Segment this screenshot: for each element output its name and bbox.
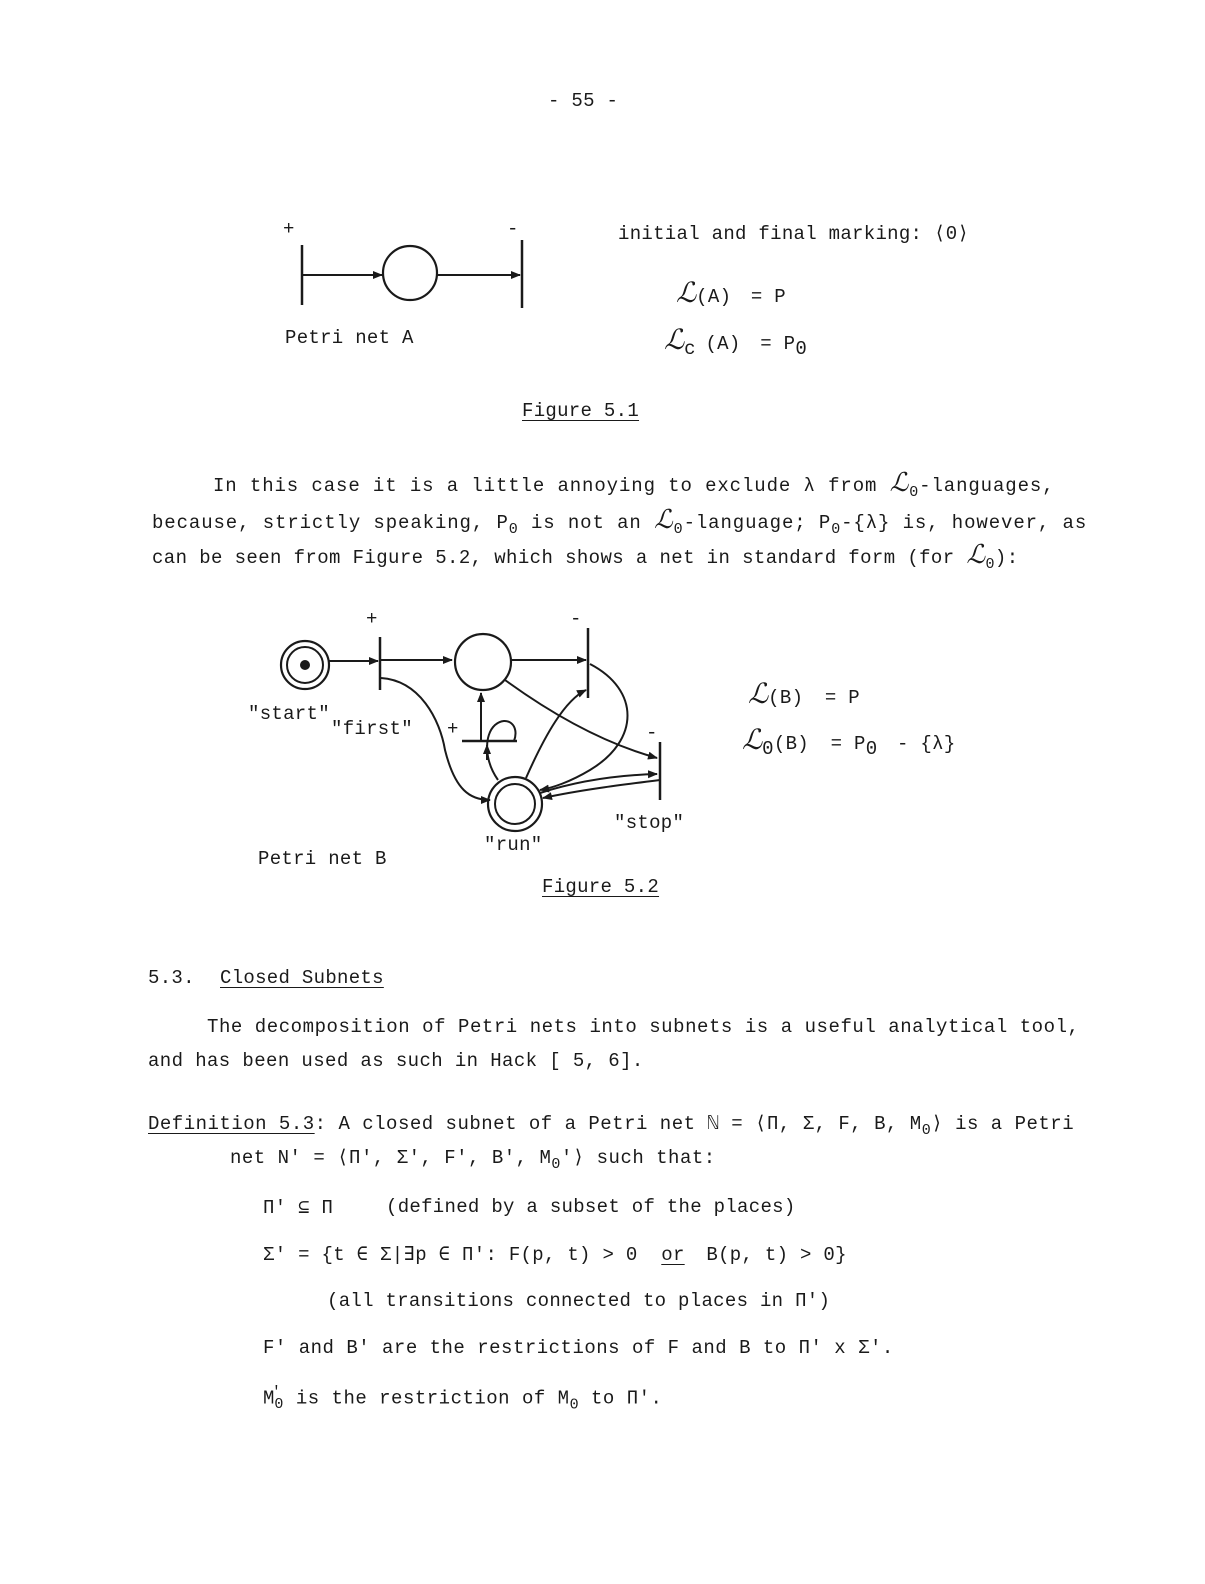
condition-2a: Σ' = {t ∈ Σ|∃p ∈ Π': F(p, t) > 0 <box>263 1244 638 1266</box>
section-paragraph-line-2: and has been used as such in Hack [ 5, 6]. <box>148 1050 644 1072</box>
p1-l3-sub: 0 <box>985 556 995 573</box>
condition-4-sub2: 0 <box>569 1396 580 1414</box>
section-title: Closed Subnets <box>220 967 384 989</box>
fig2-eq2-rhs: = P <box>830 733 866 755</box>
p1-l1a: In this case it is a little annoying to exclude λ from <box>213 475 878 497</box>
fig1-eq2-rhs: = P <box>760 333 796 355</box>
condition-4-sub: 0 <box>274 1396 284 1414</box>
definition-label: Definition 5.3 <box>148 1113 315 1135</box>
fig1-eq1-rhs: = P <box>750 286 786 308</box>
start-place-inner <box>287 647 323 683</box>
condition-4b: is the restriction of M <box>283 1387 570 1410</box>
p1-l2b: is not an <box>518 512 642 534</box>
paragraph-1-line-2 <box>152 505 1087 538</box>
definition-line-2b: '⟩ such that: <box>560 1147 716 1169</box>
fig2-eq1-rhs: = P <box>824 687 860 709</box>
p1-l2-sub3: 0 <box>831 521 842 538</box>
p1-l2d: -{λ} is, however, as <box>841 512 1088 534</box>
run-place-inner <box>495 784 535 824</box>
p1-l2-sub2: 0 <box>673 521 684 538</box>
fig2-eq2-tail: - {λ} <box>897 733 956 755</box>
fig1-marking-text: initial and final marking: ⟨0⟩ <box>618 223 970 245</box>
arc-run-to-minus <box>526 690 586 778</box>
fig2-plus-1: + <box>366 608 378 630</box>
p1-l3b: ): <box>994 547 1019 569</box>
fig2-net-label: Petri net B <box>258 848 387 870</box>
arc-minus-to-run <box>540 664 628 790</box>
arc-stop-to-run <box>543 780 660 798</box>
fig1-net-label: Petri net A <box>285 327 414 349</box>
definition-line-2-sub: 0 <box>551 1156 561 1173</box>
script-l-symbol: ℒ <box>742 723 763 756</box>
condition-4a: M <box>263 1387 275 1410</box>
fig2-equation-2 <box>742 723 956 760</box>
label-start: "start" <box>248 703 330 725</box>
section-paragraph-line-1: The decomposition of Petri nets into subnets is a useful analytical tool, <box>207 1016 1080 1038</box>
figure-5-2-caption: Figure 5.2 <box>542 876 660 898</box>
paragraph-1-line-3 <box>152 540 1019 573</box>
fig2-minus-1: - <box>570 608 582 630</box>
section-number: 5.3. <box>148 967 195 989</box>
script-l-symbol: ℒ <box>676 276 697 309</box>
definition-line-1-sub: 0 <box>921 1122 932 1139</box>
condition-4c: to Π'. <box>579 1387 663 1410</box>
condition-4-sup: ' <box>271 1384 282 1401</box>
fig2-plus-2: + <box>447 718 459 740</box>
p1-l1b: -languages, <box>919 475 1055 497</box>
fig1-minus-sign: - <box>507 218 519 240</box>
paragraph-1-line-1 <box>213 468 1055 501</box>
script-l-symbol: ℒ <box>664 323 685 356</box>
fig2-eq2-sub: 0 <box>762 738 774 760</box>
definition-line-1a: : A closed subnet of a Petri net ℕ = ⟨Π, Σ, F, B, M <box>314 1113 922 1135</box>
label-first: "first" <box>331 718 413 740</box>
loop-run-plus <box>487 721 515 780</box>
fig1-plus-sign: + <box>283 218 295 240</box>
place-circle <box>383 246 437 300</box>
start-token <box>300 660 310 670</box>
fig1-equation-1 <box>676 276 786 309</box>
label-run: "run" <box>484 834 543 856</box>
p1-l2a: because, strictly speaking, P <box>152 512 509 534</box>
arc-run-to-stop <box>540 774 657 793</box>
condition-4 <box>263 1384 662 1413</box>
figure-5-1-caption: Figure 5.1 <box>522 400 640 422</box>
fig2-eq2-arg: (B) <box>773 733 809 755</box>
p1-l2-sub1: 0 <box>508 521 519 538</box>
condition-2b: B(p, t) > 0} <box>706 1244 847 1266</box>
start-place-outer <box>281 641 329 689</box>
condition-1-note: (defined by a subset of the places) <box>386 1196 796 1218</box>
definition-line-2a: net N' = ⟨Π', Σ', F', B', M <box>230 1147 552 1169</box>
condition-2-note: (all transitions connected to places in Π') <box>327 1290 831 1312</box>
script-l-symbol: ℒ <box>748 677 769 710</box>
page-number: - 55 - <box>548 90 619 112</box>
script-l-symbol: ℒ <box>966 540 986 570</box>
definition-line-1b: ⟩ is a Petri <box>931 1113 1075 1135</box>
fig1-eq2-rhs-sub: 0 <box>795 338 808 360</box>
run-place-outer <box>488 777 542 831</box>
condition-1: Π' ⊆ Π <box>263 1197 334 1219</box>
p1-l2c: -language; P <box>683 512 832 534</box>
fig1-eq2-arg: (A) <box>705 333 741 355</box>
p1-l1-sub: 0 <box>909 484 920 501</box>
fig2-eq1-arg: (B) <box>768 687 804 709</box>
p1-l3a: can be seen from Figure 5.2, which shows a net in standard form (for <box>152 547 955 569</box>
condition-2 <box>263 1243 847 1266</box>
fig2-eq2-rhs-sub: 0 <box>865 738 878 760</box>
script-l-symbol: ℒ <box>889 468 910 498</box>
fig2-minus-2: - <box>646 722 658 744</box>
fig1-eq1-arg: (A) <box>696 286 732 308</box>
script-l-symbol: ℒ <box>654 505 674 535</box>
arc-place-to-stop <box>505 680 657 758</box>
fig1-eq2-sub: c <box>684 338 696 360</box>
condition-2-or: or <box>661 1244 685 1266</box>
definition-line-1 <box>148 1112 1074 1139</box>
fig2-equation-1 <box>748 677 860 710</box>
condition-3: F' and B' are the restrictions of F and B to Π' x Σ'. <box>263 1337 894 1359</box>
middle-place <box>455 634 511 690</box>
fig1-equation-2 <box>664 323 807 360</box>
definition-line-2 <box>230 1146 716 1173</box>
label-stop: "stop" <box>614 812 685 834</box>
